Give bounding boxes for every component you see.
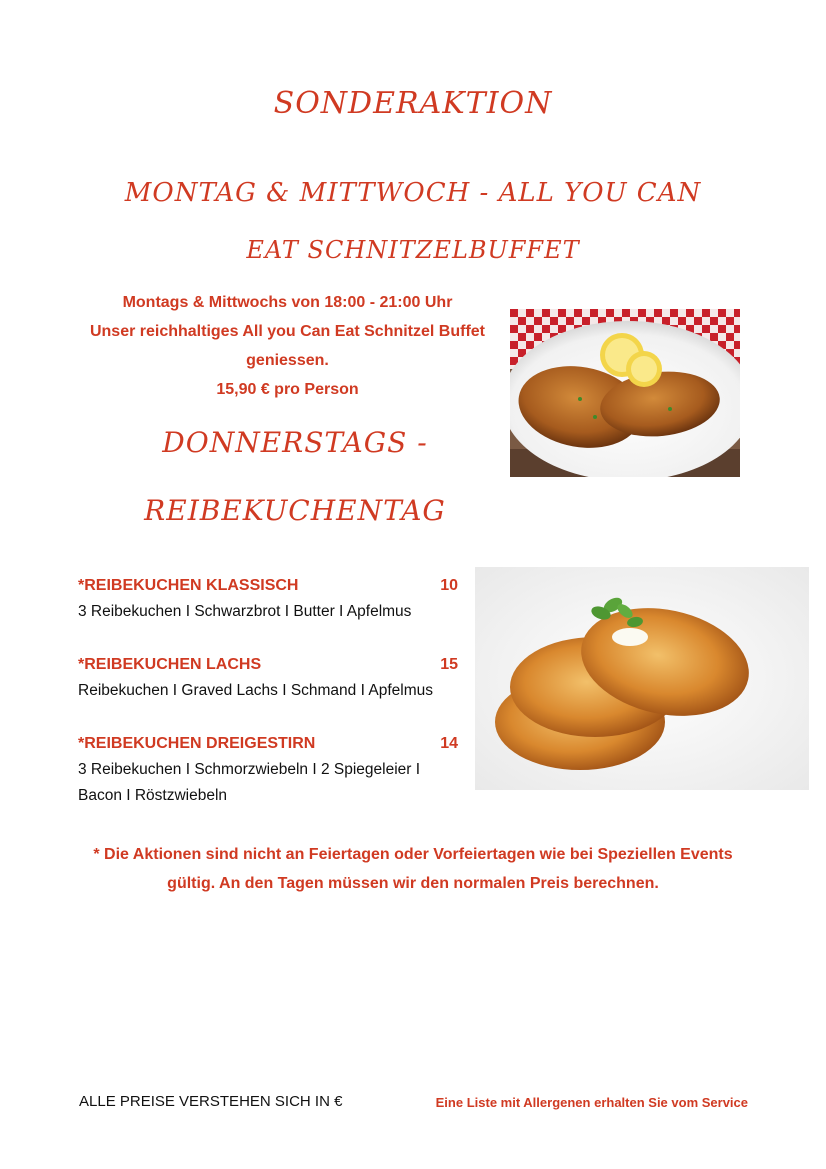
footer-allergen-note: Eine Liste mit Allergenen erhalten Sie vom Service	[435, 1095, 748, 1110]
reibekuchen-photo	[475, 567, 809, 790]
promo-time: Montags & Mittwochs von 18:00 - 21:00 Uhr	[122, 294, 453, 311]
promo-price: 15,90 € pro Person	[216, 381, 359, 398]
section-heading-line2: EAT SCHNITZELBUFFET	[246, 236, 580, 264]
footer-currency-note: ALLE PREISE VERSTEHEN SICH IN €	[79, 1093, 343, 1110]
menu-item-price: 14	[440, 735, 458, 752]
menu-item	[78, 656, 458, 704]
menu-item	[78, 577, 458, 625]
menu-item-name: *REIBEKUCHEN DREIGESTIRN	[78, 735, 316, 752]
thursday-heading-line1: DONNERSTAGS -	[162, 426, 428, 459]
disclaimer-line-1: * Die Aktionen sind nicht an Feiertagen oder Vorfeiertagen wie bei Speziellen Events	[93, 846, 733, 863]
section-heading-line1: MONTAG & MITTWOCH - ALL YOU CAN	[124, 178, 702, 208]
menu-item-price: 10	[440, 577, 458, 594]
menu-item	[78, 735, 458, 809]
schnitzel-photo	[510, 309, 740, 477]
menu-item-name: *REIBEKUCHEN LACHS	[78, 656, 262, 673]
promo-desc-2: geniessen.	[246, 352, 329, 369]
menu-item-description: 3 Reibekuchen I Schwarzbrot I Butter I Apfelmus	[78, 603, 412, 620]
promo-desc-1: Unser reichhaltiges All you Can Eat Schnitzel Buffet	[89, 323, 486, 340]
menu-item-price: 15	[440, 656, 458, 673]
thursday-heading-line2: REIBEKUCHENTAG	[144, 494, 446, 527]
disclaimer-line-2: gültig. An den Tagen müssen wir den normalen Preis berechnen.	[167, 875, 659, 892]
menu-item-description: Reibekuchen I Graved Lachs I Schmand I Apfelmus	[78, 682, 433, 699]
menu-item-description: 3 Reibekuchen I Schmorzwiebeln I 2 Spiegeleier I Bacon I Röstzwiebeln	[78, 761, 421, 804]
page-title: SONDERAKTION	[273, 86, 553, 121]
menu-item-name: *REIBEKUCHEN KLASSISCH	[78, 577, 299, 594]
promo-text	[60, 288, 515, 404]
disclaimer-note	[70, 840, 756, 898]
